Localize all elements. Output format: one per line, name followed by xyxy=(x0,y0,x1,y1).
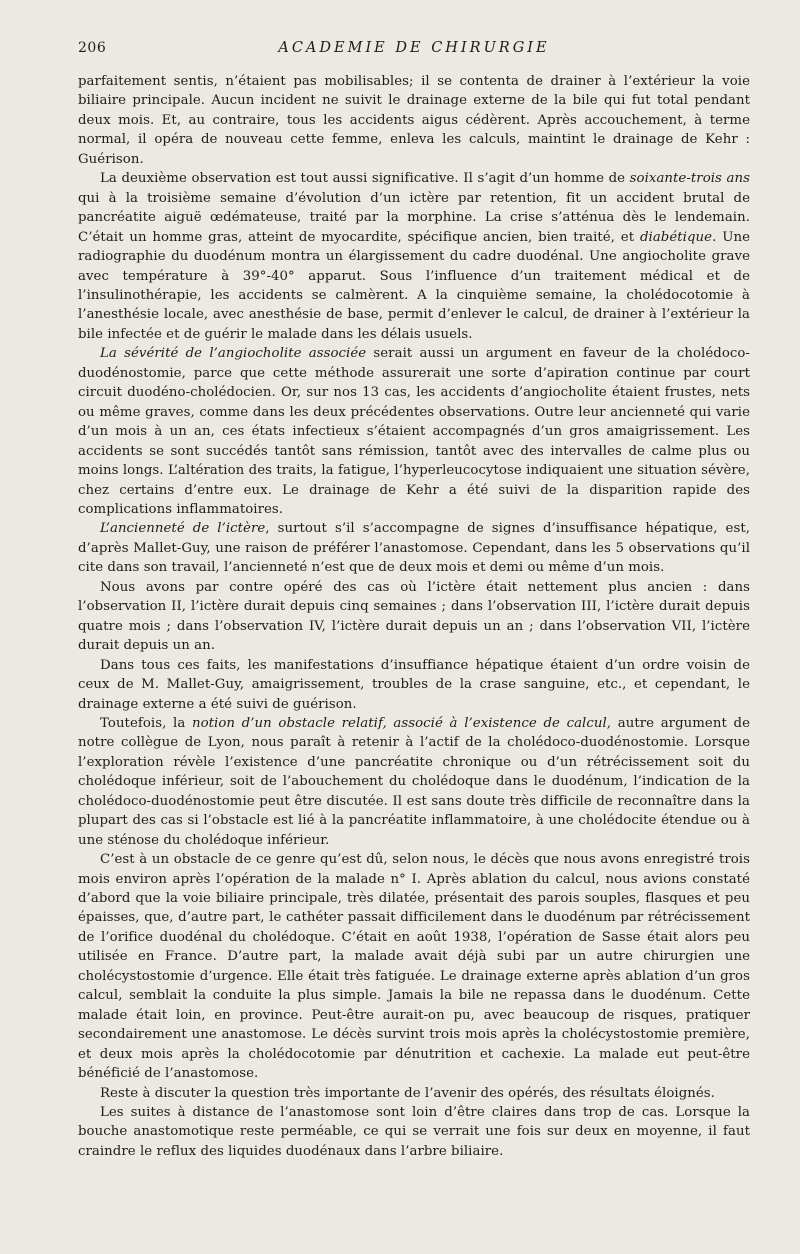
text-run: , autre argument de notre collègue de Lyon, nous paraît à retenir à l’actif de la cholédoco-duodénostomie. Lorsque l’exploration révèle l’existence d’une pancréatite chronique ou d’un rétrécissement soit du cholédoque inférieur, soit de l’abouchement du cholédoque dans le duodénum, l’indication de la cholédoco-duodénostomie peut être discutée. Il est sans doute très difficile de reconnaître dans la plupart des cas si l’obstacle est lié à la pancréatite inflammatoire, à une cholédocite étendue ou à une sténose du cholédoque inférieur. xyxy=(78,715,750,848)
text-run: Les suites à distance de l’anastomose sont loin d’être claires dans trop de cas. Lorsque la bouche anastomotique reste perméable, ce qui se verrait une fois sur deux en moyenne, il faut craindre le reflux des liquides duodénaux dans l’arbre biliaire. xyxy=(78,1105,750,1159)
text-run: Reste à discuter la question très importante de l’avenir des opérés, des résultats éloignés. xyxy=(100,1085,715,1101)
text-run: qui à la troisième semaine d’évolution d’un ictère par retention, fit un accident brutal de pancréatite aiguë œdémateuse, traité par la morphine. La crise s’atténua dès le lendemain. C’était un homme gras, atteint de myocardite, spécifique ancien, bien traité, et xyxy=(78,190,750,245)
paragraph xyxy=(78,1084,750,1103)
paragraph xyxy=(78,344,750,519)
paragraph xyxy=(78,169,750,344)
italic-text: notion d’un obstacle relatif, associé à l’existence de calcul xyxy=(191,715,607,731)
paragraph xyxy=(78,519,750,577)
paragraph xyxy=(78,714,750,850)
text-run: Nous avons par contre opéré des cas où l’ictère était nettement plus ancien : dans l’observation II, l’ictère durait depuis cinq semaines ; dans l’observation III, l’ictère durait depuis quatre mois ; dans l’observation IV, l’ictère durait depuis un an ; dans l’observation VII, l’ictère durait depuis un an. xyxy=(78,579,750,654)
italic-text: soixante-trois ans xyxy=(629,171,750,187)
paragraph xyxy=(78,578,750,656)
text-run: . Une radiographie du duodénum montra un élargissement du cadre duodénal. Une angiocholite grave avec température à 39°-40° apparut. Sous l’influence d’un traitement médical et de l’insulinothérapie, les accidents se calmèrent. A la cinquième semaine, la cholédocotomie à l’anesthésie locale, avec anesthésie de base, permit d’enlever le calcul, de drainer à l’extérieur la bile infectée et de guérir le malade dans les délais usuels. xyxy=(78,229,750,342)
running-head: ACADEMIE DE CHIRURGIE xyxy=(278,40,550,56)
italic-text: L’ancienneté de l’ictère xyxy=(100,521,266,537)
paragraph xyxy=(78,656,750,714)
text-run: serait aussi un argument en faveur de la cholédoco-duodénostomie, parce que cette méthode assurerait une sorte d’apiration continue par court circuit duodéno-cholédocien. Or, sur nos 13 cas, les accidents d’angiocholite étaient frustes, nets ou même graves, comme dans les deux précédentes observations. Outre leur ancienneté qui varie d’un mois à un an, ces états infectieux s’étaient accompagnés d’un gros amaigrissement. Les accidents se sont succédés tantôt sans rémission, tantôt avec des intervalles de calme plus ou moins longs. L’altération des traits, la fatigue, l’hyperleucocytose indiquaient une situation sévère, chez certains d’entre eux. Le drainage de Kehr a été suivi de la disparition rapide des complications inflammatoires. xyxy=(78,346,750,517)
text-run: La deuxième observation est tout aussi significative. Il s’agit d’un homme de xyxy=(100,171,630,187)
text-run: C’est à un obstacle de ce genre qu’est dû, selon nous, le décès que nous avons enregistré trois mois environ après l’opération de la malade n° I. Après ablation du calcul, nous avions constaté d’abord que la voie biliaire principale, très dilatée, présentait des parois souples, flasques et peu épaisses, que, d’autre part, le cathéter passait difficilement dans le duodénum par rétrécissement de l’orifice duodénal du cholédoque. C’était en août 1938, l’opération de Sasse était alors peu utilisée en France. D’autre part, la malade avait déjà subi par un autre chirurgien une cholécystostomie d’urgence. Elle était très fatiguée. Le drainage externe après ablation d’un gros calcul, semblait la conduite la plus simple. Jamais la bile ne repassa dans le duodénum. Cette malade était loin, en province. Peut-être aurait-on pu, avec beaucoup de risques, pratiquer secondairement une anastomose. Le décès survint trois mois après la cholécystostomie première, et deux mois après la cholédocotomie par dénutrition et cachexie. La malade eut peut-être bénéficié de l’anastomose. xyxy=(78,852,750,1082)
paragraph xyxy=(78,1103,750,1161)
text-run: parfaitement sentis, n’étaient pas mobilisables; il se contenta de drainer à l’extérieur la voie biliaire principale. Aucun incident ne suivit le drainage externe de la bile qui fut total pendant deux mois. Et, au contraire, tous les accidents aigus cédèrent. Après accouchement, à terme normal, il opéra de nouveau cette femme, enleva les calculs, maintint le drainage de Kehr : Guérison. xyxy=(78,74,750,167)
italic-text: diabétique xyxy=(639,229,713,245)
text-run: Dans tous ces faits, les manifestations d’insuffiance hépatique étaient d’un ordre voisin de ceux de M. Mallet-Guy, amaigrissement, troubles de la crase sanguine, etc., et cependant, le drainage externe a été suivi de guérison. xyxy=(78,657,750,712)
italic-text: La sévérité de l’angiocholite associée xyxy=(100,346,367,362)
text-run: , surtout s’il s’accompagne de signes d’insuffisance hépatique, est, d’après Mallet-Guy, une raison de préférer l’anastomose. Cependant, dans les 5 observations qu’il cite dans son travail, l’ancienneté n’est que de deux mois et demi ou même d’un mois. xyxy=(78,521,750,576)
paragraph xyxy=(78,72,750,169)
paragraph xyxy=(78,850,750,1083)
page-header xyxy=(78,40,750,72)
text-run: Toutefois, la xyxy=(100,715,192,731)
body-text xyxy=(78,72,750,1161)
page-number: 206 xyxy=(78,40,107,56)
